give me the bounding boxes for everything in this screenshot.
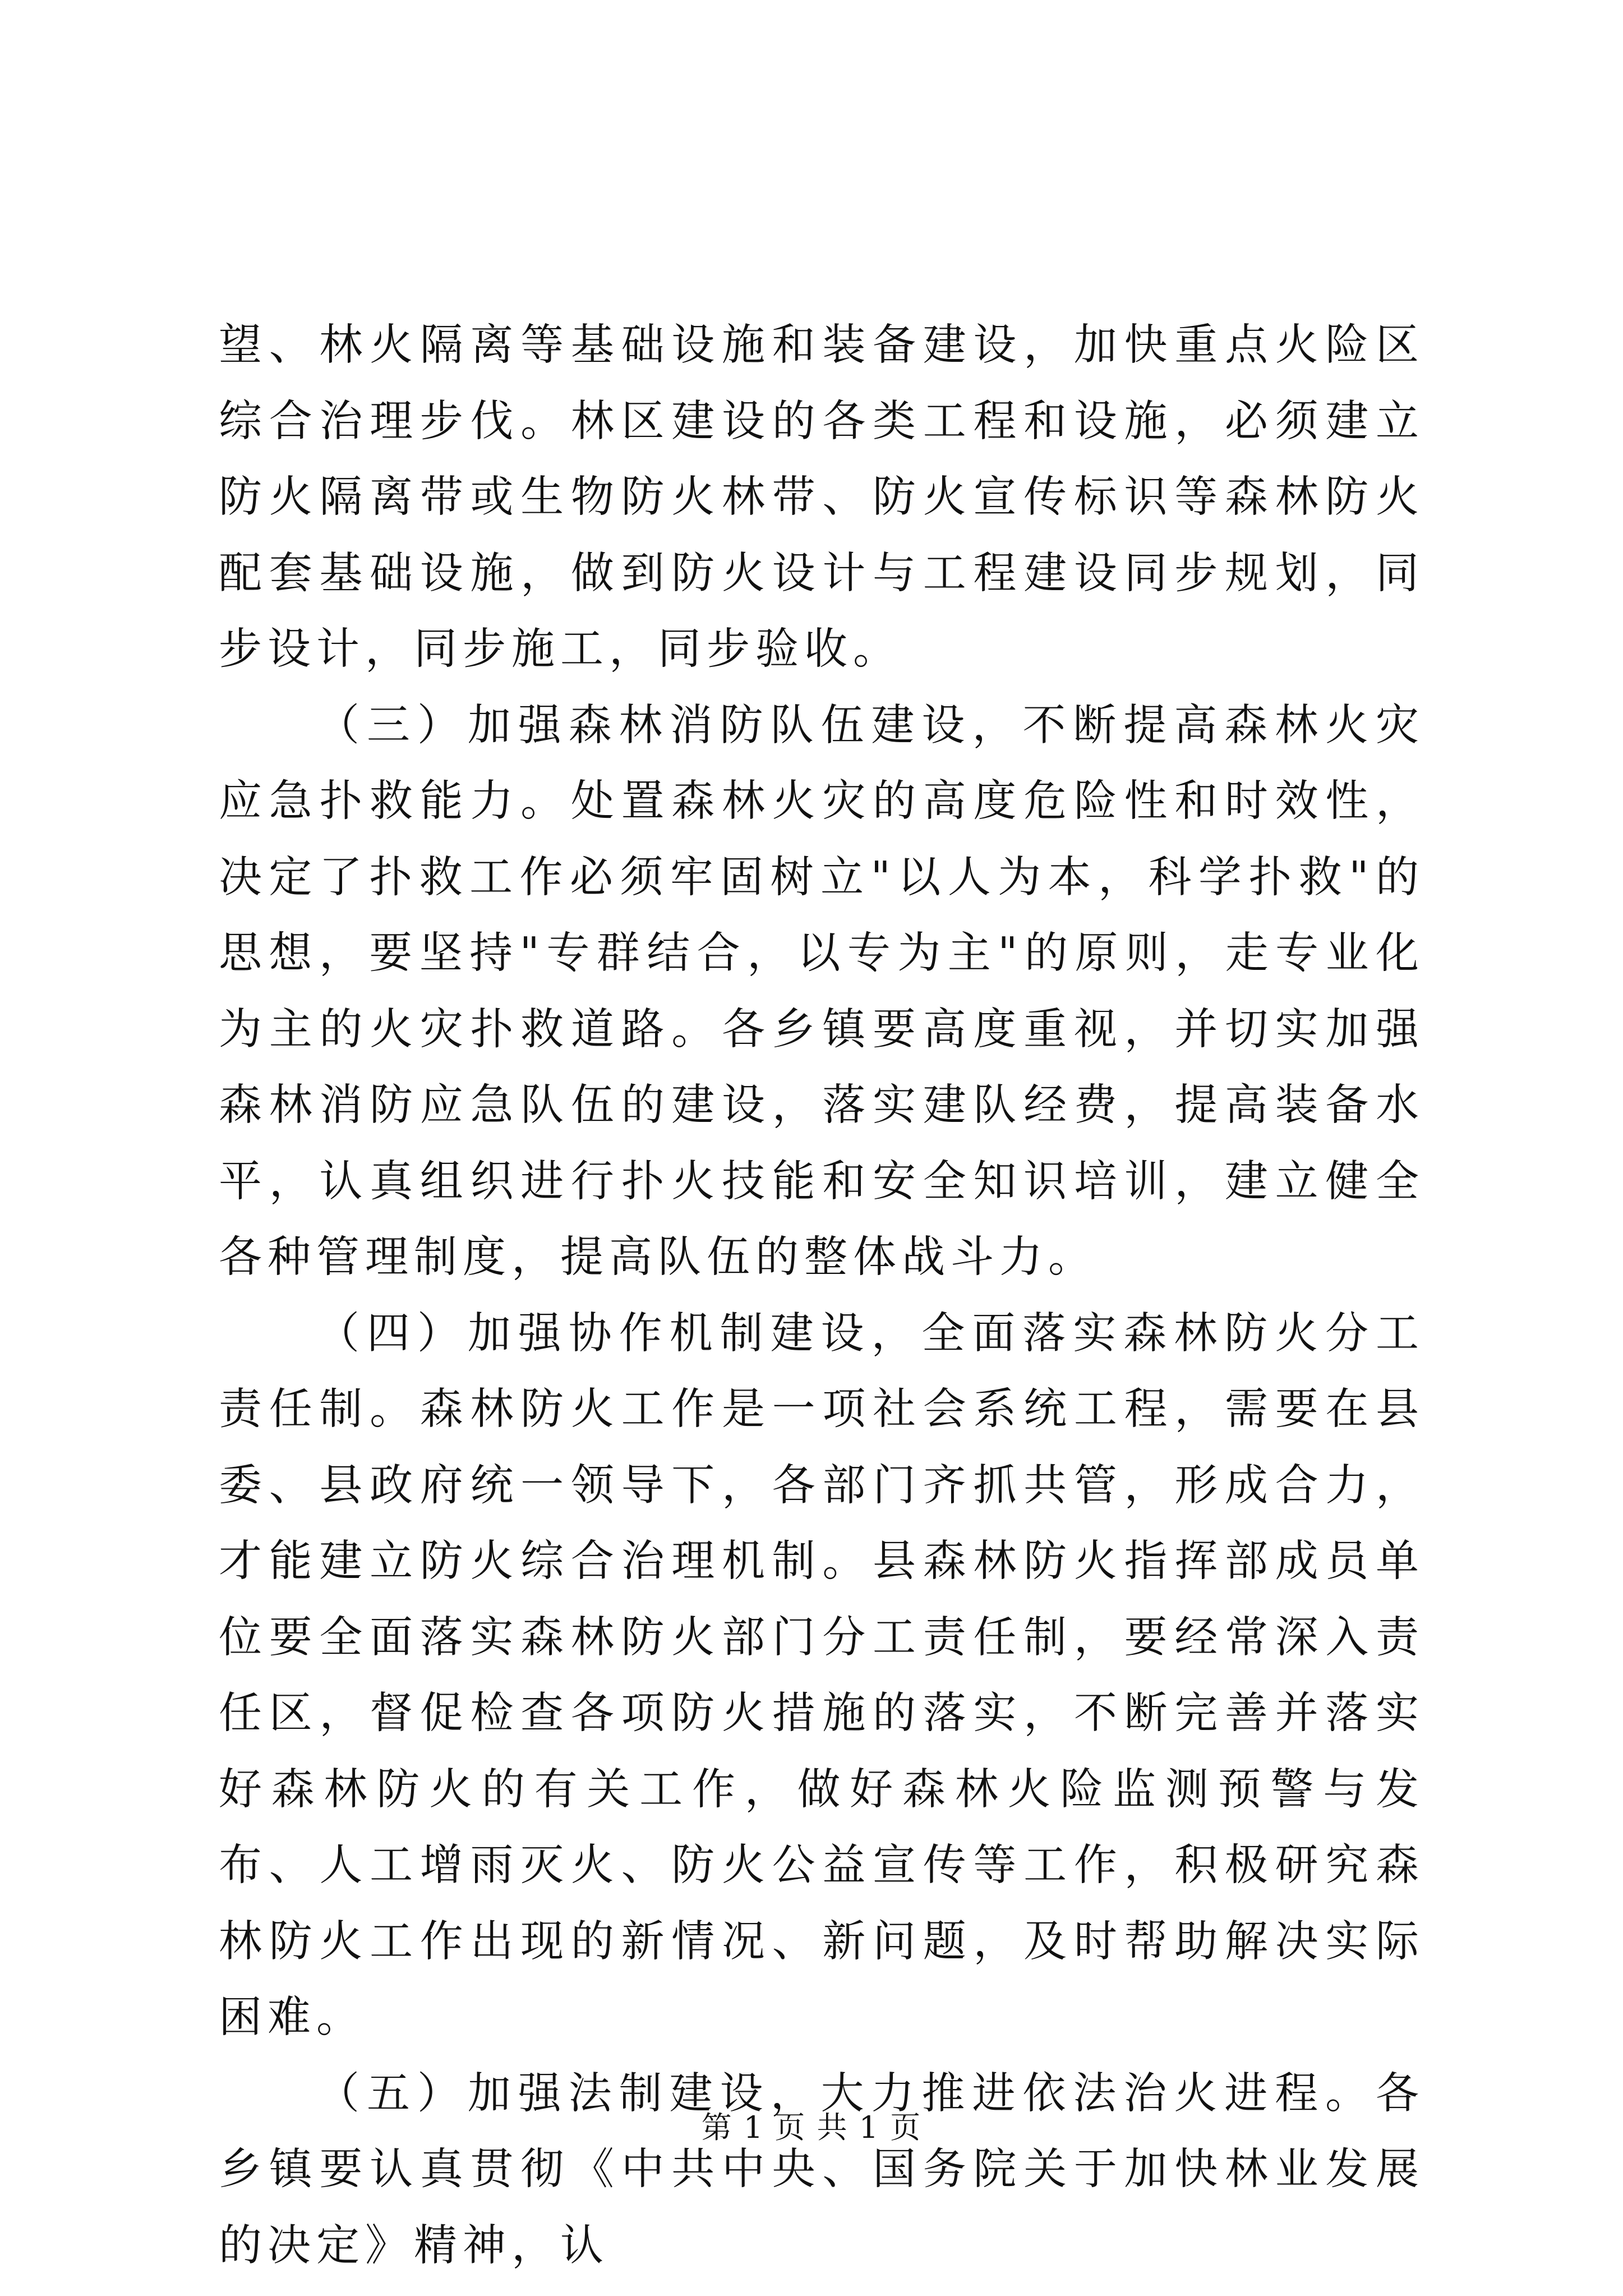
paragraph-continuation: 望、林火隔离等基础设施和装备建设，加快重点火险区综合治理步伐。林区建设的各类工程和设施，必须建立防火隔离带或生物防火林带、防火宣传标识等森林防火配套基础设施，做到防火设计与工程建设同步规划，同步设计，同步施工，同步验收。 [219, 320, 1424, 674]
page-footer: 第 1 页 共 1 页 [701, 2110, 922, 2145]
paragraph-section-3: （三）加强森林消防队伍建设，不断提高森林火灾应急扑救能力。处置森林火灾的高度危险性和时效性，决定了扑救工作必须牢固树立"以人为本，科学扑救"的思想，要坚持"专群结合，以专为主"的原则，走专业化为主的火灾扑救道路。各乡镇要高度重视，并切实加强森林消防应急队伍的建设，落实建队经费，提高装备水平，认真组织进行扑火技能和安全知识培训，建立健全各种管理制度，提高队伍的整体战斗力。 [219, 700, 1424, 1282]
document-body [219, 307, 1424, 2284]
paragraph-section-5: （五）加强法制建设，大力推进依法治火进程。各乡镇要认真贯彻《中共中央、国务院关于加快林业发展的决定》精神，认 [219, 2068, 1424, 2271]
paragraph-section-4: （四）加强协作机制建设，全面落实森林防火分工责任制。森林防火工作是一项社会系统工程，需要在县委、县政府统一领导下，各部门齐抓共管，形成合力，才能建立防火综合治理机制。县森林防火指挥部成员单位要全面落实森林防火部门分工责任制，要经常深入责任区，督促检查各项防火措施的落实，不断完善并落实好森林防火的有关工作，做好森林火险监测预警与发布、人工增雨灭火、防火公益宣传等工作，积极研究森林防火工作出现的新情况、新问题，及时帮助解决实际困难。 [219, 1308, 1424, 2042]
